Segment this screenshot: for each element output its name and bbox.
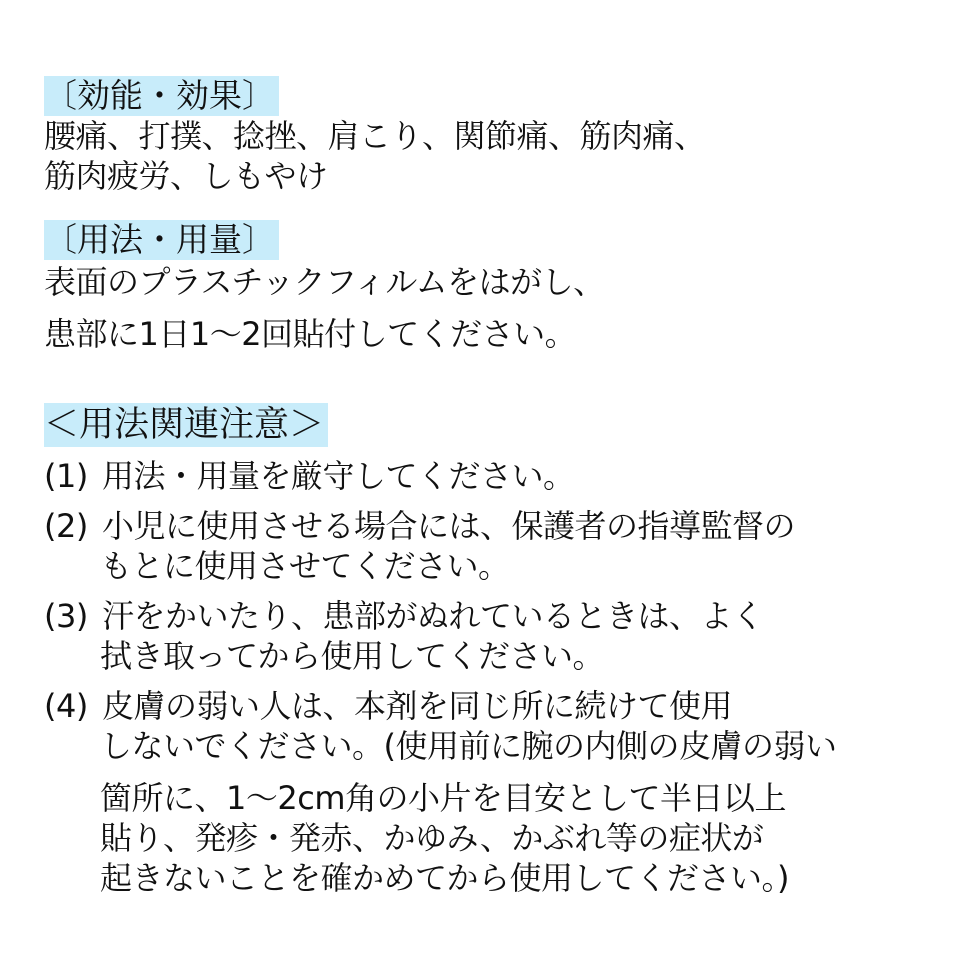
precaution-item-4 (44, 686, 732, 726)
dosage-line-1: 表面のプラスチックフィルムをはがし、 (44, 263, 605, 301)
dosage-line-2: 患部に1日1〜2回貼付してください。 (44, 315, 577, 353)
precaution-item-2-cont: もとに使用させてください。 (100, 547, 510, 585)
precaution-number: (2) (44, 507, 88, 545)
indications-heading: 〔効能・効果〕 (44, 76, 279, 116)
indications-line-1: 腰痛、打撲、捻挫、肩こり、関節痛、筋肉痛、 (44, 117, 706, 155)
precaution-text: 用法・用量を厳守してください。 (102, 457, 575, 495)
precautions-heading: ＜用法関連注意＞ (44, 403, 328, 447)
precaution-number: (4) (44, 687, 88, 725)
precaution-item-3 (44, 596, 764, 636)
dosage-heading: 〔用法・用量〕 (44, 220, 279, 260)
precaution-item-3-cont: 拭き取ってから使用してください。 (100, 637, 605, 675)
precaution-text: 皮膚の弱い人は、本剤を同じ所に続けて使用 (102, 687, 733, 725)
precaution-number: (3) (44, 597, 88, 635)
precaution-number: (1) (44, 457, 88, 495)
precaution-item-4-cont-2: 箇所に、1〜2cm角の小片を目安として半日以上 (100, 779, 786, 817)
indications-line-2: 筋肉疲労、しもやけ (44, 157, 328, 195)
precaution-item-4-cont-1: しないでください。(使用前に腕の内側の皮膚の弱い (100, 727, 837, 765)
precaution-item-2 (44, 506, 795, 546)
precaution-item-4-cont-3: 貼り、発疹・発赤、かゆみ、かぶれ等の症状が (100, 819, 764, 857)
precaution-item-4-cont-4: 起きないことを確かめてから使用してください。) (100, 859, 789, 897)
precaution-text: 小児に使用させる場合には、保護者の指導監督の (102, 507, 796, 545)
precaution-item-1 (44, 456, 575, 496)
precaution-text: 汗をかいたり、患部がぬれているときは、よく (102, 597, 764, 635)
